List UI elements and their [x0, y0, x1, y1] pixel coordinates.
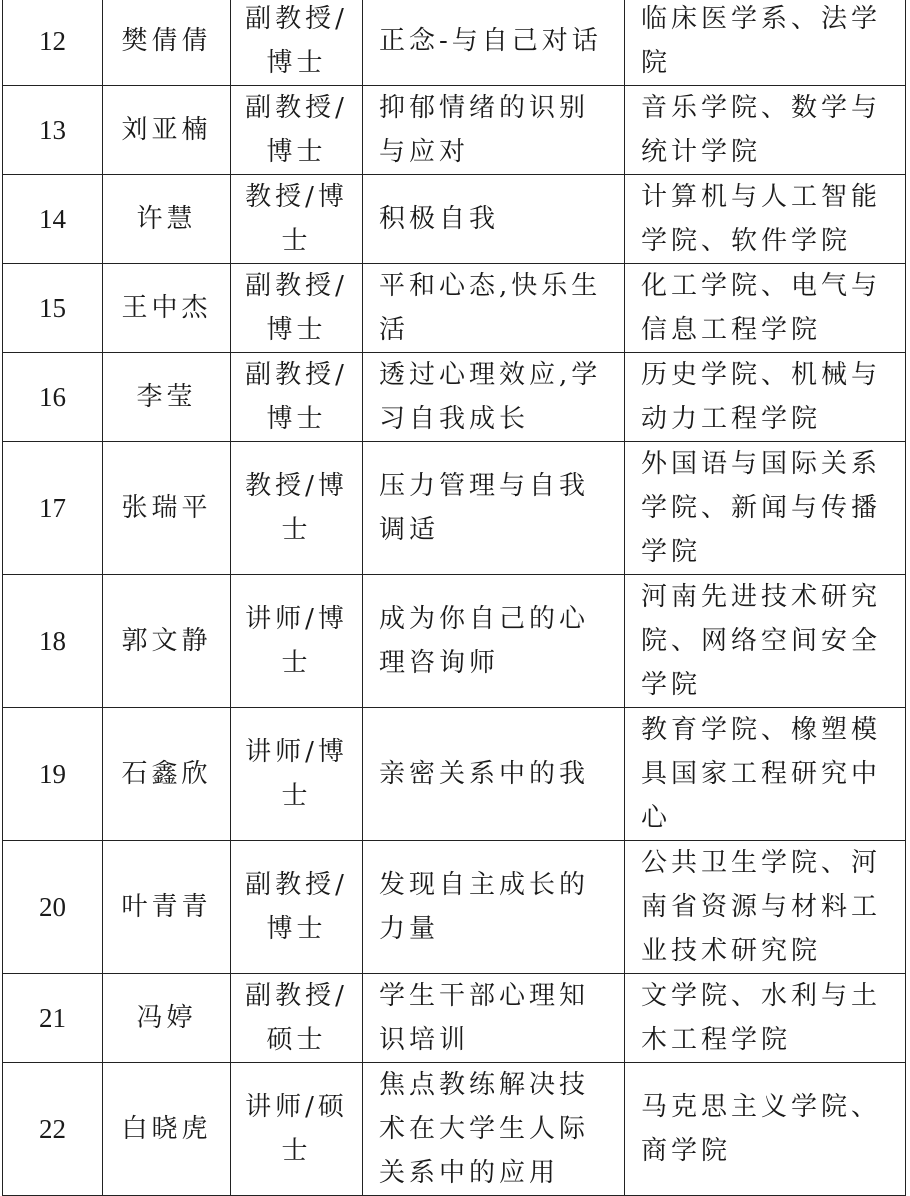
lecture-topic: 焦点教练解决技术在大学生人际关系中的应用 — [363, 1063, 625, 1196]
teacher-title: 副教授/博士 — [231, 264, 363, 353]
college: 外国语与国际关系学院、新闻与传播学院 — [625, 442, 906, 575]
lecture-topic: 压力管理与自我调适 — [363, 442, 625, 575]
row-number: 16 — [3, 353, 103, 442]
teacher-title: 讲师/硕士 — [231, 1063, 363, 1196]
table-row — [3, 841, 906, 974]
lecture-topic: 成为你自己的心理咨询师 — [363, 575, 625, 708]
teacher-name: 冯婷 — [103, 974, 231, 1063]
table-row — [3, 86, 906, 175]
table-row — [3, 1063, 906, 1196]
teacher-title: 副教授/博士 — [231, 353, 363, 442]
teacher-name: 石鑫欣 — [103, 708, 231, 841]
lecture-topic: 抑郁情绪的识别与应对 — [363, 86, 625, 175]
row-number: 14 — [3, 175, 103, 264]
lecture-topic: 学生干部心理知识培训 — [363, 974, 625, 1063]
teacher-title: 教授/博士 — [231, 442, 363, 575]
teacher-name: 张瑞平 — [103, 442, 231, 575]
row-number: 17 — [3, 442, 103, 575]
college: 教育学院、橡塑模具国家工程研究中心 — [625, 708, 906, 841]
college: 计算机与人工智能学院、软件学院 — [625, 175, 906, 264]
table-row — [3, 264, 906, 353]
college: 公共卫生学院、河南省资源与材料工业技术研究院 — [625, 841, 906, 974]
table-row — [3, 708, 906, 841]
table-row — [3, 353, 906, 442]
table-row — [3, 974, 906, 1063]
teacher-name: 叶青青 — [103, 841, 231, 974]
college: 河南先进技术研究院、网络空间安全学院 — [625, 575, 906, 708]
lecture-topic: 透过心理效应,学习自我成长 — [363, 353, 625, 442]
teacher-name: 许慧 — [103, 175, 231, 264]
college: 化工学院、电气与信息工程学院 — [625, 264, 906, 353]
college: 文学院、水利与土木工程学院 — [625, 974, 906, 1063]
row-number: 22 — [3, 1063, 103, 1196]
teacher-name: 樊倩倩 — [103, 0, 231, 86]
row-number: 21 — [3, 974, 103, 1063]
teacher-name: 郭文静 — [103, 575, 231, 708]
table-row — [3, 175, 906, 264]
teacher-title: 讲师/博士 — [231, 575, 363, 708]
row-number: 13 — [3, 86, 103, 175]
teacher-title: 副教授/硕士 — [231, 974, 363, 1063]
row-number: 19 — [3, 708, 103, 841]
teacher-title: 讲师/博士 — [231, 708, 363, 841]
college: 临床医学系、法学院 — [625, 0, 906, 86]
college: 历史学院、机械与动力工程学院 — [625, 353, 906, 442]
lecture-topic: 平和心态,快乐生活 — [363, 264, 625, 353]
lecture-topic: 正念-与自己对话 — [363, 0, 625, 86]
teacher-name: 白晓虎 — [103, 1063, 231, 1196]
schedule-table — [2, 0, 906, 1196]
college: 马克思主义学院、商学院 — [625, 1063, 906, 1196]
teacher-title: 副教授/博士 — [231, 841, 363, 974]
teacher-title: 副教授/博士 — [231, 0, 363, 86]
table-row — [3, 442, 906, 575]
lecture-topic: 积极自我 — [363, 175, 625, 264]
teacher-name: 王中杰 — [103, 264, 231, 353]
row-number: 15 — [3, 264, 103, 353]
row-number: 12 — [3, 0, 103, 86]
teacher-title: 教授/博士 — [231, 175, 363, 264]
teacher-name: 刘亚楠 — [103, 86, 231, 175]
teacher-name: 李莹 — [103, 353, 231, 442]
college: 音乐学院、数学与统计学院 — [625, 86, 906, 175]
teacher-title: 副教授/博士 — [231, 86, 363, 175]
lecture-topic: 亲密关系中的我 — [363, 708, 625, 841]
table-row — [3, 575, 906, 708]
lecture-topic: 发现自主成长的力量 — [363, 841, 625, 974]
row-number: 18 — [3, 575, 103, 708]
table-row — [3, 0, 906, 86]
row-number: 20 — [3, 841, 103, 974]
